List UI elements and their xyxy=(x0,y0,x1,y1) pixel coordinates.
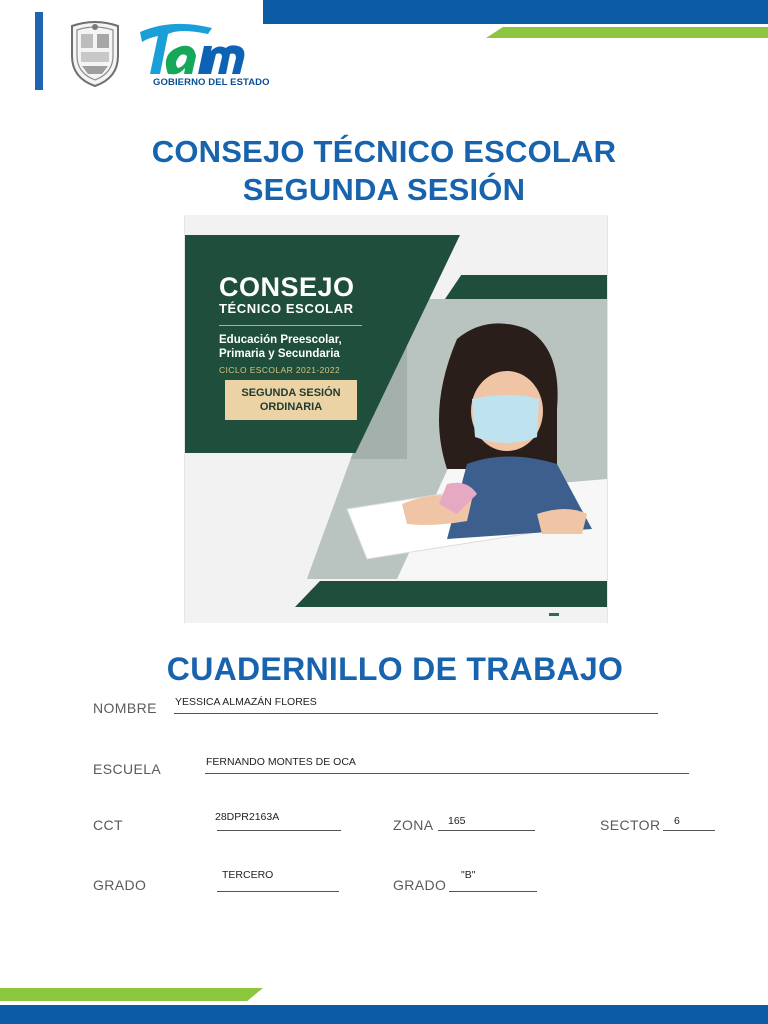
cct-line xyxy=(217,830,341,831)
state-shield-icon xyxy=(66,20,124,88)
section-title: CUADERNILLO DE TRABAJO xyxy=(166,651,624,687)
cover-session-line2: ORDINARIA xyxy=(259,401,323,413)
cover-image xyxy=(184,215,608,623)
grado-line xyxy=(217,891,339,892)
zona-line xyxy=(438,830,535,831)
cct-label: CCT xyxy=(93,817,123,833)
zona-value: 165 xyxy=(448,815,466,827)
escuela-line xyxy=(205,773,689,774)
logo-subtitle: GOBIERNO DEL ESTADO xyxy=(153,77,270,88)
nombre-value: YESSICA ALMAZÁN FLORES xyxy=(175,696,317,708)
escuela-value: FERNANDO MONTES DE OCA xyxy=(206,756,356,768)
cover-subtitle: TÉCNICO ESCOLAR xyxy=(219,301,354,316)
cover-levels-line1: Educación Preescolar, xyxy=(219,334,342,346)
nombre-label: NOMBRE xyxy=(93,700,157,716)
sector-line xyxy=(663,830,715,831)
cover-green-strip-bottom xyxy=(295,581,607,607)
grupo-label: GRADO xyxy=(393,877,447,893)
cover-levels-line2: Primaria y Secundaria xyxy=(219,348,340,360)
grado-value: TERCERO xyxy=(222,869,274,881)
cover-session-badge xyxy=(225,380,357,420)
cover-cycle: CICLO ESCOLAR 2021-2022 xyxy=(219,365,341,375)
cover-session-line1: SEGUNDA SESIÓN xyxy=(241,387,341,399)
zona-label: ZONA xyxy=(393,817,434,833)
cover-corner-mark xyxy=(549,613,559,616)
page-title-line1: CONSEJO TÉCNICO ESCOLAR xyxy=(151,134,617,169)
header-vertical-line xyxy=(35,12,43,90)
header-blue-bar xyxy=(263,0,768,24)
header-green-stripe xyxy=(486,27,768,38)
page-title-line2: SEGUNDA SESIÓN xyxy=(242,172,526,207)
grupo-value: "B" xyxy=(461,869,476,881)
grupo-line xyxy=(449,891,537,892)
sector-label: SECTOR xyxy=(600,817,661,833)
cct-value: 28DPR2163A xyxy=(215,811,280,823)
grado-label: GRADO xyxy=(93,877,147,893)
cover-green-strip-top xyxy=(445,275,607,299)
escuela-label: ESCUELA xyxy=(93,761,162,777)
nombre-line xyxy=(174,713,658,714)
footer-blue-bar xyxy=(0,1005,768,1024)
footer-green-stripe xyxy=(0,988,263,1001)
sector-value: 6 xyxy=(674,815,680,827)
cover-divider xyxy=(219,325,362,326)
cover-title: CONSEJO xyxy=(219,272,355,302)
cover-levels xyxy=(219,333,389,361)
